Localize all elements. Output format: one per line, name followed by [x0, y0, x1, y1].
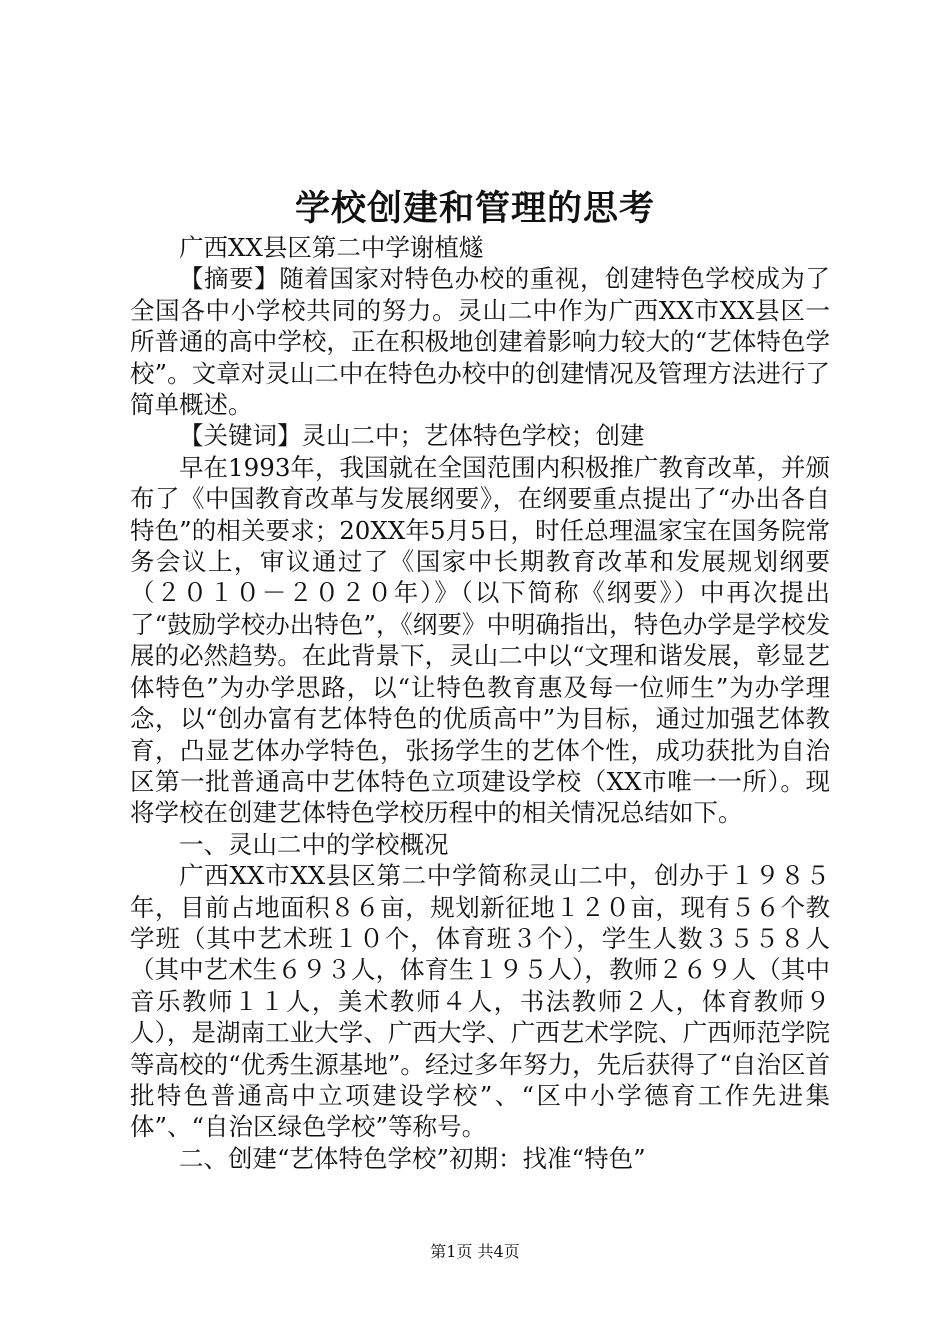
page-footer: 第1页 共4页 — [430, 1242, 520, 1261]
section-heading-2: 二、创建“艺体特色学校”初期：找准“特色” — [179, 1143, 646, 1173]
document-body — [130, 232, 830, 1174]
abstract-paragraph: 【摘要】随着国家对特色办校的重视，创建特色学校成为了全国各中小学校共同的努力。灵山二中作为广西XX市XX县区一所普通的高中学校，正在积极地创建着影响力较大的“艺体特色学校”。文章对灵山二中在特色办校中的创建情况及管理方法进行了简单概述。 — [130, 264, 830, 420]
section-heading-1: 一、灵山二中的学校概况 — [179, 829, 449, 859]
keywords-paragraph: 【关键词】灵山二中；艺体特色学校；创建 — [179, 421, 645, 451]
intro-paragraph: 早在1993年，我国就在全国范围内积极推广教育改革，并颁布了《中国教育改革与发展纲要》，在纲要重点提出了“办出各自特色”的相关要求；20XX年5月5日，时任总理温家宝在国务院常务会议上，审议通过了《国家中长期教育改革和发展规划纲要（２０１０－２０２０年）》（以下简称《纲要》）中再次提出了“鼓励学校办出特色”，《纲要》中明确指出，特色办学是学校发展的必然趋势。在此背景下，灵山二中以“文理和谐发展，彰显艺体特色”为办学思路，以“让特色教育惠及每一位师生”为办学理念，以“创办富有艺体特色的优质高中”为目标，通过加强艺体教育，凸显艺体办学特色，张扬学生的艺体个性，成功获批为自治区第一批普通高中艺体特色立项建设学校（XX市唯一一所）。现将学校在创建艺体特色学校历程中的相关情况总结如下。 — [130, 452, 830, 828]
author-line: 广西XX县区第二中学谢植燧 — [179, 233, 484, 262]
school-overview-paragraph: 广西XX市XX县区第二中学简称灵山二中，创办于１９８５年，目前占地面积８６亩，规划新征地１２０亩，现有５６个教学班（其中艺术班１０个，体育班３个），学生人数３５５８人（其中艺术生６９３人，体育生１９５人），教师２６９人（其中音乐教师１１人，美术教师４人，书法教师２人，体育教师９人），是湖南工业大学、广西大学、广西艺术学院、广西师范学院等高校的“优秀生源基地”。经过多年努力，先后获得了“自治区首批特色普通高中立项建设学校”、“区中小学德育工作先进集体”、“自治区绿色学校”等称号。 — [130, 861, 830, 1142]
page-title: 学校创建和管理的思考 — [294, 188, 655, 229]
